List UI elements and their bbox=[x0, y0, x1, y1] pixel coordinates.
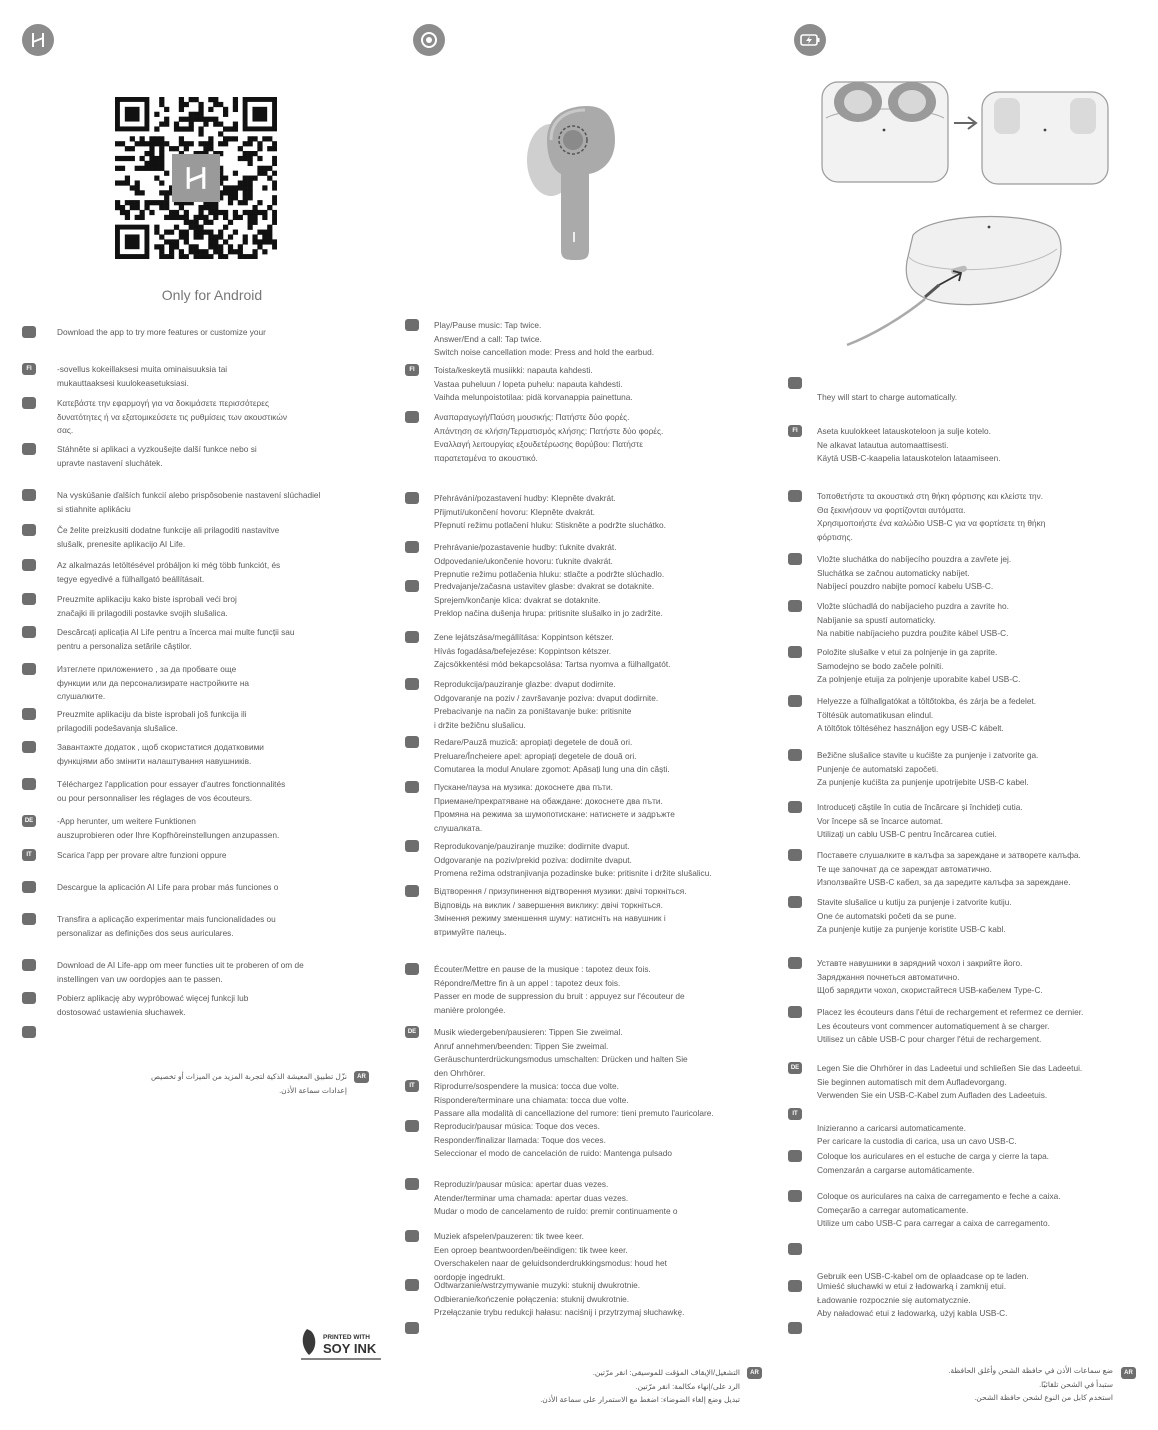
instruction-text: Écouter/Mettre en pause de la musique : tapotez deux fois. Répondre/Mettre fin à un appel : tapotez deux fois. Passer en mode de suppression du bruit : appuyez sur l'écouteur de manière prolongée. bbox=[434, 964, 685, 1015]
charging-column bbox=[788, 0, 1133, 1430]
instruction-entry bbox=[22, 626, 362, 653]
instruction-entry bbox=[22, 849, 362, 863]
instruction-entry bbox=[405, 364, 735, 405]
instruction-entry bbox=[22, 741, 362, 768]
instruction-entry bbox=[405, 411, 735, 465]
lang-tag bbox=[788, 553, 802, 565]
lang-tag bbox=[405, 1230, 419, 1242]
instruction-text: Пускане/пауза на музика: докоснете два пъти. Приемане/прекратяване на обаждане: докоснете два пъти. Промяна на режима за шумопотискане: натиснете и задръжте слушалката. bbox=[434, 782, 675, 833]
instruction-text: Уставте навушники в зарядний чохол і закрийте його. Заряджання почнеться автоматично. Щоб зарядити чохол, скористайтеся USB-кабелем Type-C. bbox=[817, 958, 1043, 995]
instruction-entry bbox=[405, 1178, 735, 1219]
lang-tag: IT bbox=[405, 1080, 419, 1092]
qr-caption: Only for Android bbox=[161, 287, 263, 303]
lang-tag bbox=[788, 749, 802, 761]
instruction-entry bbox=[22, 815, 362, 842]
instruction-entry bbox=[405, 1279, 735, 1320]
instruction-text: Reprodukovanje/pauziranje muzike: dodirnite dvaput. Odgovaranje na poziv/prekid poziva: dodirnite dvaput. Promena režima odstranjivanja pozadinske buke: pritisnite i držite slušalicu. bbox=[434, 841, 712, 878]
lang-tag bbox=[405, 319, 419, 331]
soy-ink-line1: PRINTED WITH bbox=[323, 1334, 370, 1341]
touch-control-icon bbox=[413, 24, 445, 56]
instruction-entry bbox=[405, 492, 735, 533]
instruction-text: Toista/keskeytä musiikki: napauta kahdesti. Vastaa puheluun / lopeta puhelu: napauta kahdesti. Vaihda melunpoistotilaa: pidä korvanappia painettuna. bbox=[434, 365, 633, 402]
instruction-text: Stáhněte si aplikaci a vyzkoušejte další funkce nebo si upravte nastavení sluchátek. bbox=[57, 444, 257, 468]
instruction-entry bbox=[788, 896, 1118, 937]
lang-tag: DE bbox=[788, 1062, 802, 1074]
lang-tag bbox=[22, 489, 36, 501]
lang-tag bbox=[788, 1243, 802, 1255]
instruction-text: Reprodukcija/pauziranje glazbe: dvaput dodirnite. Odgovaranje na poziv / završavanje poziva: dvaput dodirnite. Prebacivanje na način za poništavanje buke: pritisnite i držite bežičnu slušalicu. bbox=[434, 679, 659, 730]
app-logo-icon bbox=[22, 24, 54, 56]
instruction-text: Κατεβάστε την εφαρμογή για να δοκιμάσετε περισσότερες δυνατότητες ή να εξατομικεύσετε τις ρυθμίσεις των ακουστικών σας. bbox=[57, 398, 287, 435]
instruction-entry bbox=[788, 646, 1118, 687]
instruction-text: Přehrávání/pozastavení hudby: Klepněte dvakrát. Přijmutí/ukončení hovoru: Klepněte dvakrát. Přepnutí režimu potlačení hluku: Stiskněte a podržte sluchátko. bbox=[434, 493, 666, 530]
charging-case-open-illustration bbox=[818, 78, 1113, 188]
instruction-entry bbox=[22, 992, 362, 1019]
instruction-text: Reproducir/pausar música: Toque dos veces. Responder/finalizar llamada: Toque dos veces. Seleccionar el modo de cancelación de ruido: Mantenga pulsado bbox=[434, 1121, 673, 1158]
instruction-text: Predvajanje/začasna ustavitev glasbe: dvakrat se dotaknite. Sprejem/končanje klica: dvakrat se dotaknite. Preklop načina dušenja hrupa: pritisnite slušalko in jo zadržite. bbox=[434, 581, 663, 618]
instruction-text: Завантажте додаток , щоб скористатися додатковими функціями або змінити налаштування навушників. bbox=[57, 742, 264, 766]
instruction-text: Descargue la aplicación AI Life para probar más funciones o bbox=[57, 882, 279, 892]
lang-tag bbox=[788, 1322, 802, 1334]
instruction-entry bbox=[22, 489, 362, 516]
lang-tag: DE bbox=[22, 815, 36, 827]
lang-tag bbox=[405, 781, 419, 793]
instruction-entry bbox=[405, 885, 735, 939]
instruction-text: Preuzmite aplikaciju da biste isprobali još funkcija ili prilagodili podešavanja slušalice. bbox=[57, 709, 247, 733]
instruction-entry bbox=[405, 580, 735, 621]
instruction-entry bbox=[405, 963, 735, 1017]
instruction-entry bbox=[788, 695, 1118, 736]
instruction-text: Inizieranno a caricarsi automaticamente. Per caricare la custodia di carica, usa un cavo USB-C. bbox=[817, 1122, 1017, 1146]
lang-tag: FI bbox=[22, 363, 36, 375]
lang-tag-ar: AR bbox=[354, 1071, 369, 1083]
instruction-entry bbox=[22, 593, 362, 620]
instruction-text: Изтеглете приложението , за да пробвате още функции или да персонализирате настройките на слушалките. bbox=[57, 664, 250, 701]
instruction-entry bbox=[788, 553, 1118, 594]
lang-tag bbox=[788, 600, 802, 612]
instruction-entry bbox=[405, 678, 735, 732]
instruction-entry bbox=[788, 1108, 1118, 1149]
lang-tag bbox=[405, 1279, 419, 1291]
lang-tag bbox=[22, 397, 36, 409]
soy-ink-badge bbox=[299, 1325, 384, 1363]
instruction-entry bbox=[405, 736, 735, 777]
lang-tag bbox=[788, 490, 802, 502]
instruction-text: -App herunter, um weitere Funktionen auszuprobieren oder Ihre Kopfhöreinstellungen anzupassen. bbox=[57, 816, 280, 840]
instruction-entry bbox=[405, 1230, 735, 1284]
instruction-text: Stavite slušalice u kutiju za punjenje i zatvorite kutiju. One će automatski početi da se pune. Za punjenje kutije za punjenje koristite USB-C kabl. bbox=[817, 897, 1012, 934]
instruction-text: Odtwarzanie/wstrzymywanie muzyki: stuknij dwukrotnie. Odbieranie/kończenie połączenia: stuknij dwukrotnie. Przełączanie trybu redukcji hałasu: naciśnij i przytrzymaj słuchawkę. bbox=[434, 1280, 685, 1317]
lang-tag bbox=[788, 957, 802, 969]
instruction-text: Umieść słuchawki w etui z ładowarką i zamknij etui. Ładowanie rozpocznie się automatycznie. Aby naładować etui z ładowarką, użyj kabla USB-C. bbox=[817, 1281, 1008, 1318]
instruction-text: Αναπαραγωγή/Παύση μουσικής: Πατήστε δύο φορές. Απάντηση σε κλήση/Τερματισμός κλήσης: Πατήστε δύο φορές. Εναλλαγή λειτουργίας εξουδετέρωσης θορύβου: Πατήστε παρατεταμένα το ακουστικό. bbox=[434, 412, 664, 463]
instruction-text: Aseta kuulokkeet latauskoteloon ja sulje kotelo. Ne alkavat latautua automaattisesti. Käytä USB-C-kaapelia latauskotelon lataamiseen. bbox=[817, 426, 1001, 463]
instruction-entry bbox=[788, 1280, 1118, 1321]
instruction-text: Reproduzir/pausar música: apertar duas vezes. Atender/terminar uma chamada: apertar duas vezes. Mudar o modo de cancelamento de ruído: premir continuamente o bbox=[434, 1179, 678, 1216]
instruction-text: Play/Pause music: Tap twice. Answer/End a call: Tap twice. Switch noise cancellation mode: Press and hold the earbud. bbox=[434, 320, 655, 357]
instruction-text: Scarica l'app per provare altre funzioni oppure bbox=[57, 850, 227, 860]
instruction-text: Placez les écouteurs dans l'étui de rechargement et refermez ce dernier. Les écouteurs vont commencer automatiquement à se charger. Utilisez un câble USB-C pour charger l'étui de rechargement. bbox=[817, 1007, 1084, 1044]
lang-tag-ar: AR bbox=[747, 1367, 762, 1379]
instruction-text: Musik wiedergeben/pausieren: Tippen Sie zweimal. Anruf annehmen/beenden: Tippen Sie zweimal. Geräuschunterdrückungsmodus umschalten: Drücken und halten Sie den Ohrhörer. bbox=[434, 1027, 688, 1078]
instruction-entry bbox=[405, 781, 735, 835]
lang-tag bbox=[788, 1150, 802, 1162]
instruction-entry bbox=[22, 524, 362, 551]
instruction-text: Redare/Pauză muzică: apropiați degetele de două ori. Preluare/Încheiere apel: apropiați degetele de două ori. Comutarea la modul Anulare zgomot: Apăsați lung una din căști. bbox=[434, 737, 670, 774]
instruction-text: Téléchargez l'application pour essayer d'autres fonctionnalités ou pour personnaliser les réglages de vos écouteurs. bbox=[57, 779, 286, 803]
lang-tag bbox=[22, 593, 36, 605]
instruction-entry bbox=[22, 443, 362, 470]
lang-tag bbox=[405, 1178, 419, 1190]
instruction-entry bbox=[405, 631, 735, 672]
qr-center-logo-icon bbox=[172, 154, 220, 202]
instruction-entry bbox=[22, 363, 362, 390]
lang-tag bbox=[22, 778, 36, 790]
lang-tag: FI bbox=[788, 425, 802, 437]
app-column bbox=[22, 0, 377, 1430]
lang-tag bbox=[788, 695, 802, 707]
instruction-entry bbox=[22, 663, 362, 704]
lang-tag bbox=[22, 741, 36, 753]
lang-tag bbox=[405, 1120, 419, 1132]
instruction-text: Az alkalmazás letöltésével próbáljon ki még több funkciót, és tegye egyedivé a fülhallgató beállításait. bbox=[57, 560, 281, 584]
instruction-text: Vložte slúchadlá do nabíjacieho puzdra a zavrite ho. Nabíjanie sa spustí automaticky. Na nabitie nabíjacieho puzdra použite kábel USB-C. bbox=[817, 601, 1009, 638]
lang-tag bbox=[788, 377, 802, 389]
qr-code bbox=[115, 97, 277, 259]
instruction-entry bbox=[788, 957, 1118, 998]
instruction-entry bbox=[22, 959, 362, 986]
instruction-ar: التشغيل/الإيقاف المؤقت للموسيقى: انقر مرّتين. الرد على/إنهاء مكالمة: انقر مرّتين. تبديل وضع إلغاء الضوضاء: اضغط مع الاستمرار على سماعة الأذن. bbox=[540, 1368, 740, 1404]
lang-tag bbox=[405, 963, 419, 975]
instruction-entry bbox=[788, 600, 1118, 641]
lang-tag bbox=[405, 885, 419, 897]
instruction-ar: ضع سماعات الأذن في حافظة الشحن وأغلق الحافظة. ستبدأ في الشحن تلقائيًا. استخدم كابل من النوع لشحن حافظة الشحن. bbox=[948, 1366, 1113, 1402]
instruction-entry bbox=[788, 490, 1118, 544]
instruction-text: Τοποθετήστε τα ακουστικά στη θήκη φόρτισης και κλείστε την. Θα ξεκινήσουν να φορτίζονται αυτόματα. Χρησιμοποιήστε ένα καλώδιο USB-C για να φορτίσετε τη θήκη φόρτισης. bbox=[817, 491, 1046, 542]
instruction-text: Položite slušalke v etui za polnjenje in ga zaprite. Samodejno se bodo začele polniti. Za polnjenje etuija za polnjenje uporabite kabel USB-C. bbox=[817, 647, 1021, 684]
instruction-text: Zene lejátszása/megállítása: Koppintson kétszer. Hívás fogadása/befejezése: Koppintson kétszer. Zajcsökkentési mód bekapcsolása: Tartsa nyomva a fülhallgatót. bbox=[434, 632, 671, 669]
instruction-entry bbox=[788, 1190, 1118, 1231]
battery-charging-icon bbox=[794, 24, 826, 56]
instruction-text: Riprodurre/sospendere la musica: tocca due volte. Rispondere/terminare una chiamata: tocca due volte. Passare alla modalità di cancellazione del rumore: tieni premuto l'auricolare. bbox=[434, 1081, 714, 1118]
instruction-text: Gebruik een USB-C-kabel om de oplaadcase op te laden. bbox=[817, 1271, 1029, 1281]
instruction-entry bbox=[22, 708, 362, 735]
instruction-text: Muziek afspelen/pauzeren: tik twee keer. Een oproep beantwoorden/beëindigen: tik twee keer. Overschakelen naar de geluidsonderdrukkingsmodus: houd het oordopje ingedrukt. bbox=[434, 1231, 667, 1282]
instruction-entry bbox=[22, 881, 362, 895]
instruction-ar: نزّل تطبيق المعيشة الذكية لتجربة المزيد من الميزات أو تخصيص إعدادات سماعة الأذن. bbox=[151, 1072, 347, 1095]
lang-tag bbox=[22, 992, 36, 1004]
instruction-entry bbox=[788, 1150, 1118, 1177]
lang-tag bbox=[22, 626, 36, 638]
instruction-text: Download de AI Life-app om meer functies uit te proberen of om de instellingen van uw oordopjes aan te passen. bbox=[57, 960, 304, 984]
lang-tag bbox=[405, 1322, 419, 1334]
lang-tag bbox=[788, 646, 802, 658]
instruction-entry bbox=[405, 319, 735, 360]
lang-tag bbox=[788, 1190, 802, 1202]
lang-tag bbox=[405, 492, 419, 504]
instruction-entry bbox=[788, 1006, 1118, 1047]
lang-tag bbox=[22, 663, 36, 675]
lang-tag bbox=[22, 559, 36, 571]
lang-tag bbox=[22, 959, 36, 971]
instruction-text: Vložte sluchátka do nabíjecího pouzdra a zavřete jej. Sluchátka se začnou automaticky nabíjet. Nabíjecí pouzdro nabijte pomocí kabelu USB-C. bbox=[817, 554, 1012, 591]
instruction-text: Če želite preizkusiti dodatne funkcije ali prilagoditi nastavitve slušalk, prenesite aplikacijo AI Life. bbox=[57, 525, 280, 549]
lang-tag: IT bbox=[22, 849, 36, 861]
instruction-entry bbox=[788, 749, 1118, 790]
lang-tag-ar: AR bbox=[1121, 1367, 1136, 1379]
instruction-text: Pobierz aplikację aby wypróbować więcej funkcji lub dostosować ustawienia słuchawek. bbox=[57, 993, 249, 1017]
lang-tag: FI bbox=[405, 364, 419, 376]
instruction-text: Поставете слушалките в калъфа за зареждане и затворете калъфа. Те ще започнат да се зареждат автоматично. Използвайте USB-C кабел, за да заредите калъфа за зареждане. bbox=[817, 850, 1081, 887]
lang-tag bbox=[788, 896, 802, 908]
instruction-text: Bežične slušalice stavite u kućište za punjenje i zatvorite ga. Punjenje će automatski započeti. Za punjenje kućišta za punjenje upotrijebite USB-C kabel. bbox=[817, 750, 1039, 787]
lang-tag bbox=[405, 840, 419, 852]
lang-tag bbox=[405, 580, 419, 592]
lang-tag: DE bbox=[405, 1026, 419, 1038]
lang-tag bbox=[405, 631, 419, 643]
instruction-entry bbox=[788, 425, 1118, 466]
instruction-text: Відтворення / призупинення відтворення музики: двічі торкніться. Відповідь на виклик / завершення виклику: двічі торкніться. Змінення режиму зменшення шуму: натисніть на навушник і втримуйте палець. bbox=[434, 886, 687, 937]
instruction-entry bbox=[788, 377, 1118, 404]
earbud-illustration bbox=[525, 100, 625, 265]
instruction-text: Descărcați aplicația AI Life pentru a încerca mai multe funcții sau pentru a personaliza setările căștilor. bbox=[57, 627, 295, 651]
lang-tag bbox=[405, 411, 419, 423]
instruction-entry bbox=[788, 801, 1118, 842]
lang-tag bbox=[22, 913, 36, 925]
lang-tag bbox=[788, 1280, 802, 1292]
lang-tag bbox=[405, 736, 419, 748]
instruction-entry bbox=[22, 559, 362, 586]
instruction-text: Coloque los auriculares en el estuche de carga y cierre la tapa. Comenzarán a cargarse automáticamente. bbox=[817, 1151, 1049, 1175]
soy-ink-line2: SOY INK bbox=[323, 1341, 377, 1356]
instruction-text: -sovellus kokeillaksesi muita ominaisuuksia tai mukauttaaksesi kuulokeasetuksiasi. bbox=[57, 364, 228, 388]
lang-tag bbox=[788, 849, 802, 861]
controls-column bbox=[405, 0, 759, 1430]
instruction-entry bbox=[405, 840, 735, 881]
instruction-entry bbox=[788, 849, 1118, 890]
lang-tag bbox=[22, 524, 36, 536]
instruction-entry bbox=[22, 397, 362, 438]
instruction-text: Download the app to try more features or customize your bbox=[57, 327, 266, 337]
lang-tag bbox=[788, 801, 802, 813]
instruction-text: Coloque os auriculares na caixa de carregamento e feche a caixa. Começarão a carregar automaticamente. Utilize um cabo USB-C para carregar a caixa de carregamento. bbox=[817, 1191, 1061, 1228]
lang-tag bbox=[22, 881, 36, 893]
instruction-entry bbox=[405, 1026, 735, 1080]
instruction-entry bbox=[788, 1062, 1118, 1103]
lang-tag bbox=[22, 1026, 36, 1038]
charging-case-usb-illustration bbox=[843, 205, 1068, 350]
lang-tag bbox=[22, 326, 36, 338]
lang-tag bbox=[22, 443, 36, 455]
instruction-text: Helyezze a fülhallgatókat a töltőtokba, és zárja be a fedelet. Töltésük automatikusan elindul. A töltőtok töltéséhez használjon egy USB-C kábelt. bbox=[817, 696, 1037, 733]
lang-tag bbox=[22, 708, 36, 720]
instruction-text: Introduceți căștile în cutia de încărcare și închideți cutia. Vor începe să se încarce automat. Utilizați un cablu USB-C pentru încărcarea cutiei. bbox=[817, 802, 1023, 839]
instruction-entry bbox=[22, 778, 362, 805]
instruction-entry bbox=[22, 913, 362, 940]
instruction-entry bbox=[22, 326, 362, 340]
instruction-text: Preuzmite aplikaciju kako biste isprobali veći broj značajki ili prilagodili postavke svojih slušalica. bbox=[57, 594, 237, 618]
lang-tag bbox=[405, 541, 419, 553]
instruction-text: Transfira a aplicação experimentar mais funcionalidades ou personalizar as definições dos seus auriculares. bbox=[57, 914, 276, 938]
instruction-entry bbox=[405, 1120, 735, 1161]
lang-tag: IT bbox=[788, 1108, 802, 1120]
lang-tag bbox=[788, 1006, 802, 1018]
instruction-entry bbox=[405, 541, 735, 582]
lang-tag bbox=[405, 678, 419, 690]
instruction-entry bbox=[405, 1080, 735, 1121]
instruction-text: Na vyskúšanie ďalších funkcií alebo prispôsobenie nastavení slúchadiel si stiahnite aplikáciu bbox=[57, 490, 321, 514]
instruction-text: Prehrávanie/pozastavenie hudby: ťuknite dvakrát. Odpovedanie/ukončenie hovoru: ťuknite dvakrát. Prepnutie režimu potlačenia hluku: stlačte a podržte slúchadlo. bbox=[434, 542, 665, 579]
instruction-text: Legen Sie die Ohrhörer in das Ladeetui und schließen Sie das Ladeetui. Sie beginnen automatisch mit dem Aufladevorgang. Verwenden Sie ein USB-C-Kabel zum Aufladen des Ladeetuis. bbox=[817, 1063, 1083, 1100]
instruction-text: They will start to charge automatically. bbox=[817, 391, 958, 402]
instruction-entry bbox=[788, 1243, 1118, 1284]
